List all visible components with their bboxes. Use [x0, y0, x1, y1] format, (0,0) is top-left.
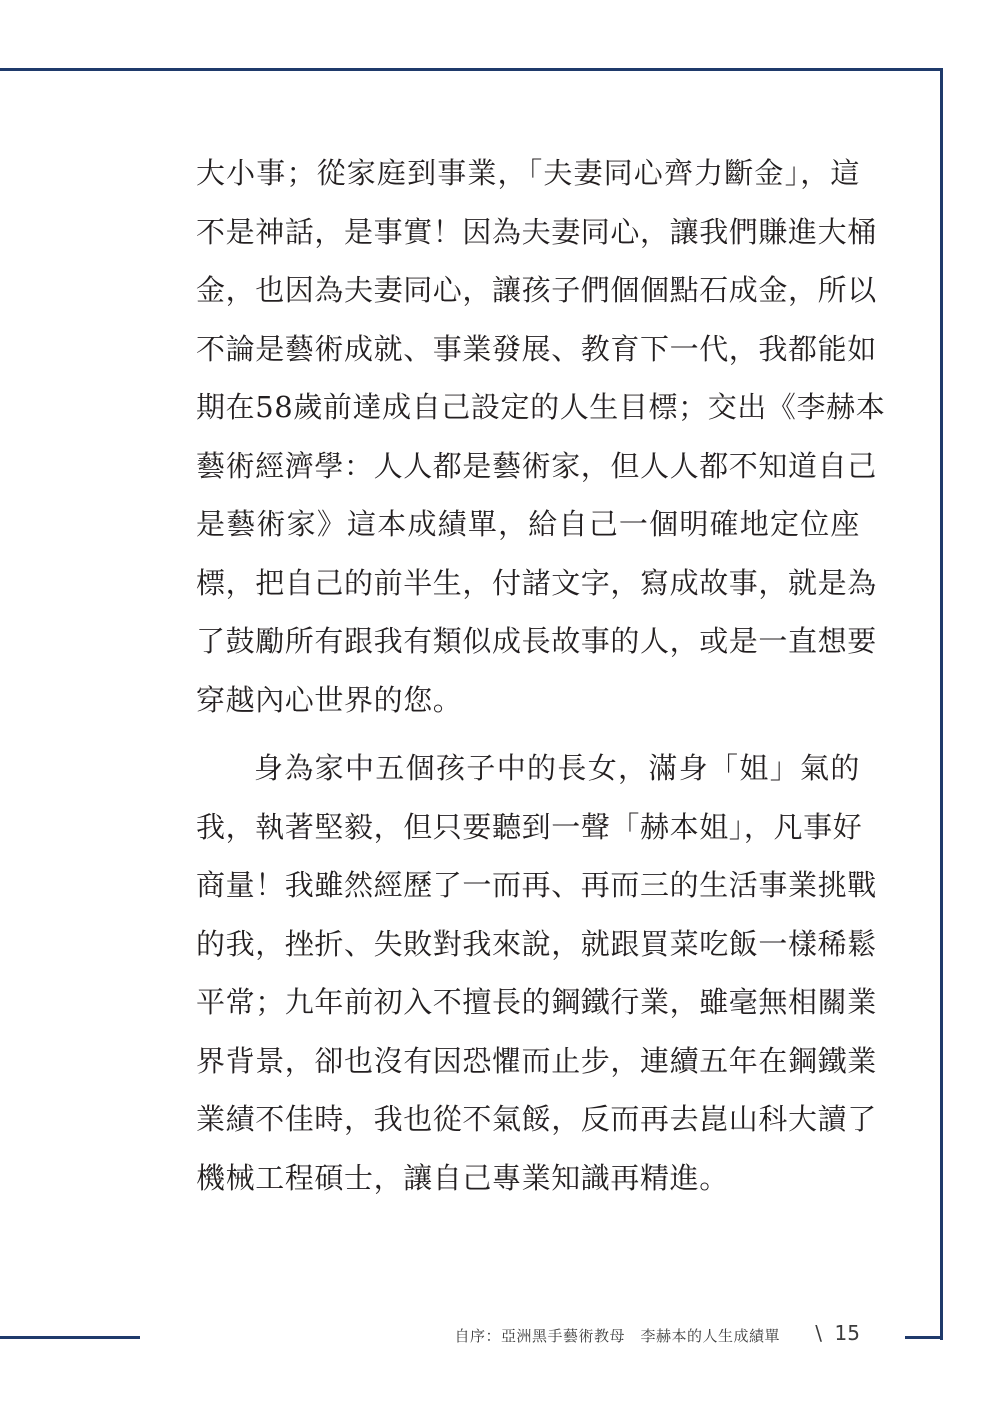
text-line: 是藝術家》這本成績單，給自己一個明確地定位座 — [196, 507, 860, 541]
paragraph-gap — [196, 729, 860, 739]
bottom-left-rule — [0, 1336, 140, 1339]
text-line: 機械工程碩士，讓自己專業知識再精進。 — [196, 1160, 729, 1195]
text-line: 金，也因為夫妻同心，讓孩子們個個點石成金，所以 — [196, 273, 877, 307]
text-line: 大小事；從家庭到事業，「夫妻同心齊力斷金」，這 — [196, 156, 860, 190]
page-number-separator: \ — [815, 1321, 822, 1345]
frame-top-rule — [0, 68, 943, 71]
text-line: 業績不佳時，我也從不氣餒，反而再去崑山科大讀了 — [196, 1102, 877, 1136]
page-number: 15 — [834, 1321, 860, 1345]
body-text — [196, 144, 886, 1207]
text-line: 穿越內心世界的您。 — [196, 682, 463, 717]
bottom-right-rule — [905, 1336, 943, 1339]
text-line: 我，執著堅毅，但只要聽到一聲「赫本姐」，凡事好 — [196, 809, 863, 844]
text-line: 期在58歲前達成自己設定的人生目標；交出《李赫本 — [196, 390, 886, 424]
page-footer — [454, 1319, 860, 1349]
text-line: 了鼓勵所有跟我有類似成長故事的人，或是一直想要 — [196, 624, 877, 658]
text-line: 的我，挫折、失敗對我來說，就跟買菜吃飯一樣稀鬆 — [196, 926, 877, 961]
paragraph-1 — [196, 144, 886, 729]
text-line: 標，把自己的前半生，付諸文字，寫成故事，就是為 — [196, 565, 877, 600]
frame-right-rule — [940, 68, 943, 1340]
text-line: 不是神話，是事實！因為夫妻同心，讓我們賺進大桶 — [196, 214, 877, 249]
text-line: 界背景，卻也沒有因恐懼而止步，連續五年在鋼鐵業 — [196, 1043, 877, 1078]
text-line: 商量！我雖然經歷了一而再、再而三的生活事業挑戰 — [196, 868, 877, 902]
text-line: 藝術經濟學：人人都是藝術家，但人人都不知道自己 — [196, 448, 877, 483]
text-line: 平常；九年前初入不擅長的鋼鐵行業，雖毫無相關業 — [196, 985, 877, 1019]
text-line: 身為家中五個孩子中的長女，滿身「姐」氣的 — [254, 751, 860, 785]
paragraph-2 — [196, 739, 877, 1207]
running-head: 自序：亞洲黑手藝術教母 李赫本的人生成績單 — [454, 1327, 780, 1345]
text-line: 不論是藝術成就、事業發展、教育下一代，我都能如 — [196, 331, 877, 366]
